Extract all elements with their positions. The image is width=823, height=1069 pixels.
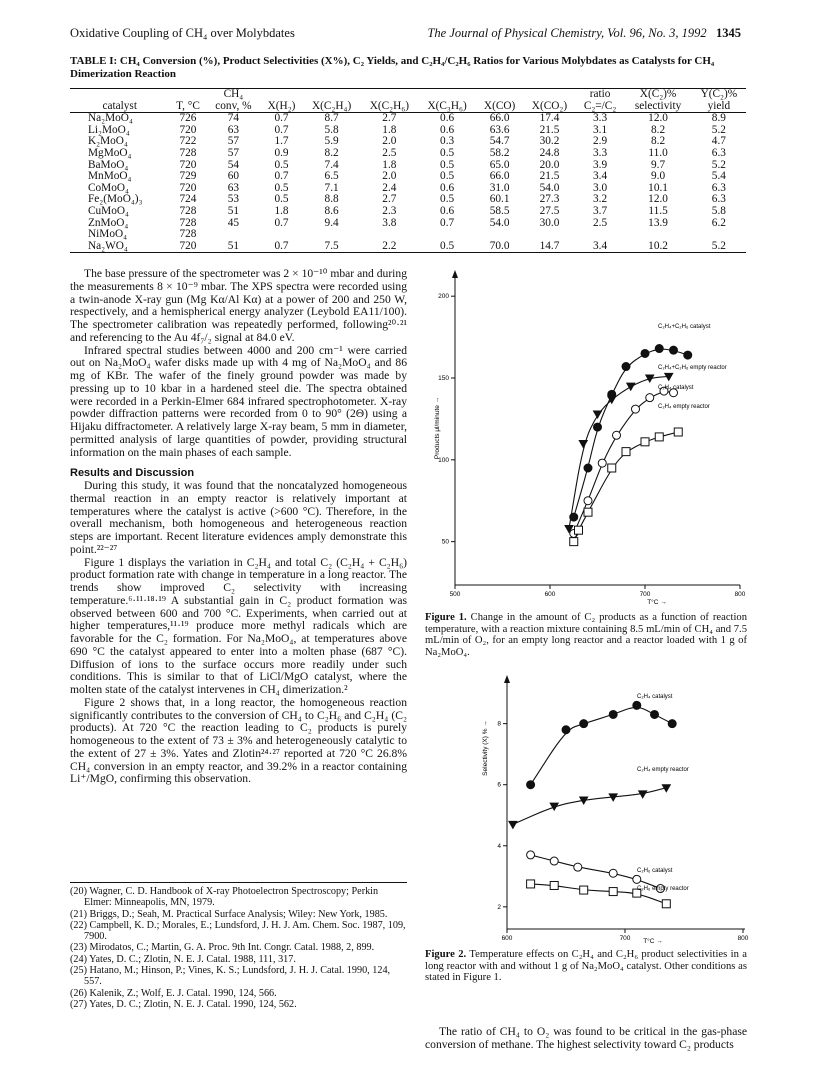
table-header-cell: conv, % — [207, 101, 261, 113]
table-cell: 63 — [227, 181, 240, 194]
data-point — [598, 459, 606, 467]
table-cell: 65.0 — [489, 158, 510, 171]
table-cell: 0.6 — [440, 181, 455, 194]
table-cell: 7.5 — [303, 241, 361, 253]
table-cell: 728 — [179, 228, 197, 241]
data-point — [655, 433, 663, 441]
table-cell: 57 — [227, 135, 240, 148]
y-tick-label: 4 — [497, 842, 501, 850]
table-cell: 2.4 — [382, 181, 397, 194]
table-cell — [523, 229, 576, 241]
table-cell: 0.7 — [274, 112, 289, 125]
table-cell: 0.9 — [274, 146, 289, 159]
y-tick-label: 100 — [438, 456, 449, 464]
table-cell: 60.1 — [489, 193, 510, 206]
data-point — [622, 363, 630, 371]
table-cell: 0.7 — [440, 216, 455, 229]
table-cell: 74 — [227, 112, 240, 125]
table-row — [70, 218, 746, 230]
table-cell: 11.5 — [648, 204, 668, 217]
table-cell: 51 — [227, 204, 240, 217]
table-cell: 2.5 — [593, 216, 608, 229]
table-cell: 0.5 — [440, 170, 455, 183]
journal-citation: The Journal of Physical Chemistry, Vol. 96, No. 3, 1992 — [427, 26, 707, 40]
table-header-top-cell — [523, 89, 576, 101]
y-axis-arrow-icon — [452, 270, 458, 278]
running-header-right — [427, 26, 741, 41]
table-header-top-cell: CH₄ — [207, 89, 261, 101]
data-point — [584, 508, 592, 516]
table-cell: 3.8 — [382, 216, 397, 229]
table-header-top-cell — [418, 89, 476, 101]
x-axis-label: T°C → — [643, 938, 663, 943]
table-cell: 0.5 — [274, 193, 289, 206]
page-number: 1345 — [716, 26, 741, 40]
series-label: C₂H₄ empty reactor — [658, 404, 710, 410]
table-cell: 3.1 — [593, 123, 608, 136]
x-tick-label: 800 — [737, 935, 749, 942]
x-tick-label: 800 — [734, 591, 746, 598]
table-row — [70, 183, 746, 195]
figure-1-caption-text: Change in the amount of C₂ products as a function of reaction temperature, with a reaction mixture containing 8.5 mL/min of CH₄ and 7.5 mL/min of O₂, for an empty long reactor and a reactor loaded with 1 g of Na₂MoO₄. — [425, 612, 747, 658]
table-cell: 70.0 — [476, 241, 523, 253]
y-axis-label: Selectivity (X) % → — [482, 720, 489, 776]
table-cell: 8.9 — [711, 112, 726, 125]
table-header-cell: X(CO) — [476, 101, 523, 113]
table-header-top-cell — [360, 89, 418, 101]
data-point — [584, 497, 592, 505]
reference-item: (27) Yates, D. C.; Zlotin, N. E. J. Catal. 1990, 124, 562. — [70, 998, 297, 1010]
figure-1-plot — [425, 268, 760, 608]
paragraph-xps: The base pressure of the spectrometer was 2 × 10⁻¹⁰ mbar and during the measurements 8 × 10⁻⁹ mbar. The XPS spectra were recorded using a twin-anode X-ray gun (Mg Kα/Al Kα) at a power of 200 and 250 W, respectively, and a hemispherical energy analyzer (Leybold EA11/100). The spectrometer calibration was repeatedly performed, following²⁰·²¹ and referencing to the Au 4f₇/₂ signal at 84.0 eV. — [70, 267, 407, 344]
x-axis-label: T°C → — [647, 599, 667, 606]
table-cell: 729 — [179, 170, 197, 183]
data-point — [527, 851, 535, 859]
table-row — [70, 194, 746, 206]
table-cell: 0.5 — [440, 158, 455, 171]
table-cell: 724 — [179, 193, 197, 206]
table-cell: 0.6 — [440, 123, 455, 136]
paragraph-results-2: Figure 1 displays the variation in C₂H₄ and total C₂ (C₂H₄ + C₂H₆) product formation rate with change in temperature in a long reactor. The trends show improved C₂ selectivity with increasing temperature.⁶·¹¹·¹⁸·¹⁹ A substantial gain in C₂ product formation was observed between 600 and 700 °C. Experiments, when carried out at higher temperatures,¹¹·¹⁹ produce more methyl radicals which are favorable for the C₂ formation. For Na₂MoO₄, at temperatures above 690 °C the catalyst appeared to enter into a molten phase (687 °C). Diffusion of ions to the surface occurs more readily under such conditions. This is similar to that of LiCl/MgO catalyst, where the molten state of the catalyst intervenes in CH₄ dimerization.² — [70, 555, 407, 696]
table-cell: 10.1 — [648, 181, 668, 194]
table-header-row — [70, 101, 746, 113]
table-cell: 0.7 — [274, 123, 289, 136]
data-point — [641, 438, 649, 446]
reference-item: (22) Campbell, K. D.; Morales, E.; Lundsford, J. H. J. Am. Chem. Soc. 1987, 109, 7900. — [70, 919, 406, 943]
table-cell: 5.8 — [711, 204, 726, 217]
series-curve — [531, 708, 673, 785]
x-tick-label: 700 — [619, 935, 631, 942]
table-cell: 30.0 — [539, 216, 560, 229]
y-tick-label: 8 — [497, 720, 501, 728]
table-cell: 6.3 — [711, 146, 726, 159]
table-cell: 5.2 — [692, 241, 746, 253]
table-header-top-cell — [169, 89, 206, 101]
table-cell — [418, 229, 476, 241]
table-cell: 7.4 — [324, 158, 339, 171]
table-cell: 0.5 — [440, 193, 455, 206]
table-row — [70, 160, 746, 172]
table-cell: 0.6 — [440, 204, 455, 217]
table-cell — [576, 229, 625, 241]
table-header-top-cell — [70, 89, 169, 101]
table-cell — [692, 229, 746, 241]
table-cell: 0.5 — [440, 146, 455, 159]
table-cell: 7.1 — [324, 181, 339, 194]
paragraph-results-3: Figure 2 shows that, in a long reactor, the homogeneous reaction significantly contributes to the conversion of CH₄ to C₂H₆ and C₂H₄ (C₂ products). At 720 °C the reaction leading to C₂ products is purely homogeneous to the extent of 73 ± 3% and heterogeneously catalytic to the extent of 27 ± 3%. Yates and Zlotin²⁴·²⁷ reported at 720 °C 26.8% CH₄ conversion in an empty reactor, and 39.2% in a reactor containing Li⁺/MgO, confirming this observation. — [70, 695, 407, 786]
table-cell: 57 — [227, 146, 240, 159]
data-point — [594, 411, 602, 418]
table-cell: 12.0 — [648, 193, 668, 206]
reference-item: (26) Kalenik, Z.; Wolf, E. J. Catal. 1990, 124, 566. — [70, 987, 277, 999]
table-cell — [303, 229, 361, 241]
table-cell: 0.6 — [440, 112, 455, 125]
table-cell: 5.2 — [711, 158, 726, 171]
table-header-row-top — [70, 89, 746, 101]
table-cell: 3.7 — [593, 204, 608, 217]
y-tick-label: 6 — [497, 781, 501, 789]
table-cell: 6.3 — [711, 193, 726, 206]
table-cell: 5.9 — [324, 135, 339, 148]
table-header-cell: X(H₂) — [260, 101, 302, 113]
table-cell: 8.2 — [651, 135, 666, 148]
table-cell: 3.4 — [576, 241, 625, 253]
table-cell — [360, 229, 418, 241]
table-cell: 728 — [179, 216, 197, 229]
running-header-left: Oxidative Coupling of CH₄ over Molybdates — [70, 26, 295, 40]
table-cell-catalyst: NiMoO₄ — [88, 228, 128, 241]
table-cell-catalyst: MgMoO₄ — [88, 146, 132, 159]
table-cell: 3.3 — [593, 112, 608, 125]
paragraph-results-1: During this study, it was found that the noncatalyzed homogeneous thermal reaction in an empty reactor is relatively important at temperatures where the catalyst is active (>600 °C). Therefore, in the overall mechanism, both homogeneous and heterogeneous reaction steps are important. Recent literature evidences amply demonstrate this point.²²⁻²⁷ — [70, 479, 407, 556]
table-header-top-cell — [260, 89, 302, 101]
table-cell: 10.2 — [624, 241, 691, 253]
table-cell: 17.4 — [539, 112, 560, 125]
data-point — [670, 346, 678, 354]
table-cell: 2.0 — [382, 135, 397, 148]
series-label: C₂H₆ empty reactor — [637, 886, 689, 892]
figure-2-plot — [425, 673, 760, 943]
table-cell-catalyst: BaMoO₄ — [88, 158, 129, 171]
table-cell: 5.4 — [711, 170, 726, 183]
table-cell: 54.7 — [489, 135, 510, 148]
table-cell — [260, 229, 302, 241]
figure-2-caption-label: Figure 2. — [425, 949, 467, 960]
data-point — [579, 440, 587, 447]
data-point — [646, 394, 654, 402]
table-header-top-cell — [476, 89, 523, 101]
table-cell: 21.5 — [539, 170, 560, 183]
table-cell: 6.5 — [324, 170, 339, 183]
table-cell: 9.4 — [324, 216, 339, 229]
table-cell: 6.3 — [711, 181, 726, 194]
table-cell: 8.2 — [651, 123, 666, 136]
data-point — [527, 880, 535, 888]
table-cell: 9.0 — [651, 170, 666, 183]
data-point — [641, 349, 649, 357]
data-point — [668, 720, 676, 728]
y-tick-label: 200 — [438, 293, 449, 301]
table-cell: 0.5 — [418, 241, 476, 253]
figure-2-caption-text: Temperature effects on C₂H₄ and C₂H₆ product selectivities in a long reactor with and without 1 g of Na₂MoO₄ catalyst. Other conditions as stated in Figure 1. — [425, 949, 747, 984]
table-cell: 2.9 — [593, 135, 608, 148]
table-header-cell: X(C₂H₆) — [360, 101, 418, 113]
data-point — [651, 710, 659, 718]
table-row — [70, 171, 746, 183]
table-cell: 58.2 — [489, 146, 510, 159]
data-point — [633, 875, 641, 883]
series-label: C₂H₄ empty reactor — [637, 767, 689, 773]
table-cell: 13.9 — [648, 216, 668, 229]
table-cell: 21.5 — [539, 123, 560, 136]
table-cell: 14.7 — [523, 241, 576, 253]
table-header-top-cell: ratio — [576, 89, 625, 101]
paragraph-ch4-o2-ratio: The ratio of CH₄ to O₂ was found to be critical in the gas-phase conversion of methane. The highest selectivity toward C₂ products — [425, 1025, 747, 1051]
series-label: C₂H₆ catalyst — [637, 868, 673, 874]
data-point — [594, 423, 602, 431]
table-cell: 12.0 — [648, 112, 668, 125]
table-cell-catalyst: Fe₂(MoO₄)₃ — [88, 193, 143, 206]
table-cell — [624, 229, 691, 241]
table-cell-catalyst: CoMoO₄ — [88, 181, 129, 194]
table-cell: 0.3 — [440, 135, 455, 148]
x-tick-label: 600 — [501, 935, 513, 942]
references — [70, 882, 407, 1010]
table-cell: 24.8 — [539, 146, 560, 159]
table-cell: 728 — [179, 204, 197, 217]
reference-item: (20) Wagner, C. D. Handbook of X-ray Photoelectron Spectroscopy; Perkin Elmer: Minneapolis, MN, 1979. — [70, 886, 379, 909]
table-cell: 27.3 — [539, 193, 560, 206]
data-point — [550, 881, 558, 889]
table-1 — [70, 88, 746, 253]
y-axis-label: Products μl/minute → — [434, 396, 441, 460]
data-point — [570, 538, 578, 546]
data-point — [684, 351, 692, 359]
table-row — [70, 136, 746, 148]
table-cell: 31.0 — [489, 181, 510, 194]
data-point — [550, 857, 558, 865]
table-header-top-cell: Y(C₂)% — [692, 89, 746, 101]
table-cell: 720 — [179, 181, 197, 194]
x-tick-label: 500 — [449, 591, 461, 598]
table-caption: TABLE I: CH₄ Conversion (%), Product Selectivities (X%), C₂ Yields, and C₂H₄/C₂H₆ Ratios for Various Molybdates as Catalysts for CH₄ Dimerization Reaction — [70, 55, 715, 80]
data-point — [580, 886, 588, 894]
table-cell-catalyst: CuMoO₄ — [88, 204, 129, 217]
table-header-cell: X(C₃H₆) — [418, 101, 476, 113]
table-cell: 722 — [179, 135, 197, 148]
table-cell: 5.8 — [324, 123, 339, 136]
table-cell — [207, 229, 261, 241]
table-cell: 0.5 — [274, 158, 289, 171]
left-column — [70, 268, 407, 786]
table-cell: 8.2 — [324, 146, 339, 159]
data-point — [580, 720, 588, 728]
table-cell — [476, 229, 523, 241]
table-cell-catalyst: Li₂MoO₄ — [88, 123, 130, 136]
table-cell-catalyst: Na₂WO₄ — [70, 241, 169, 253]
table-cell: 728 — [179, 146, 197, 159]
table-cell: 8.6 — [324, 204, 339, 217]
table-cell: 45 — [227, 216, 240, 229]
table-cell: 54 — [227, 158, 240, 171]
table-cell: 20.0 — [539, 158, 560, 171]
table-cell: 53 — [227, 193, 240, 206]
table-cell: 54.0 — [489, 216, 510, 229]
table-cell: 54.0 — [539, 181, 560, 194]
table-cell: 2.5 — [382, 146, 397, 159]
table-cell: 2.3 — [382, 204, 397, 217]
reference-item: (21) Briggs, D.; Seah, M. Practical Surface Analysis; Wiley: New York, 1985. — [70, 908, 388, 920]
series-label: C₂H₄+C₂H₆ empty reactor — [658, 365, 727, 371]
figure-2-caption — [425, 949, 747, 984]
data-point — [632, 405, 640, 413]
table-cell: 2.7 — [382, 193, 397, 206]
table-cell: 6.2 — [711, 216, 726, 229]
table-cell: 30.2 — [539, 135, 560, 148]
reference-item: (25) Hatano, M.; Hinson, P.; Vines, K. S.; Lundsford, J. H. J. Catal. 1990, 124, 557. — [70, 965, 391, 988]
table-cell-catalyst: K₂MoO₄ — [88, 135, 128, 148]
x-tick-label: 700 — [639, 591, 651, 598]
data-point — [575, 526, 583, 534]
table-cell: 1.8 — [274, 204, 289, 217]
table-cell: 51 — [207, 241, 261, 253]
section-heading: Results and Discussion — [70, 467, 195, 480]
table-row — [70, 206, 746, 218]
series-label: C₂H₄ catalyst — [658, 385, 694, 391]
table-header-cell: catalyst — [70, 101, 169, 113]
series-label: C₂H₄ catalyst — [637, 694, 673, 700]
table-row — [70, 241, 746, 253]
data-point — [613, 431, 621, 439]
data-point — [509, 821, 517, 828]
table-header-top-cell — [303, 89, 361, 101]
table-header-top-cell: X(C₂)% — [624, 89, 691, 101]
table-row — [70, 113, 746, 125]
table-row — [70, 148, 746, 160]
y-axis-arrow-icon — [504, 675, 510, 683]
table-cell: 3.0 — [593, 181, 608, 194]
table-cell: 0.7 — [274, 170, 289, 183]
table-cell-catalyst: Na₂MoO₄ — [88, 112, 133, 125]
y-tick-label: 150 — [438, 375, 449, 382]
table-cell: 5.2 — [711, 123, 726, 136]
table-cell: 0.5 — [274, 181, 289, 194]
data-point — [674, 428, 682, 436]
table-body — [70, 113, 746, 253]
data-point — [562, 726, 570, 734]
table-cell-catalyst: MnMoO₄ — [88, 170, 132, 183]
table-cell: 0.7 — [260, 241, 302, 253]
table-cell: 3.2 — [593, 193, 608, 206]
table-cell: 720 — [169, 241, 206, 253]
reference-item: (24) Yates, D. C.; Zlotin, N. E. J. Catal. 1988, 111, 317. — [70, 953, 296, 965]
table-header-cell: X(CO₂) — [523, 101, 576, 113]
data-point — [609, 710, 617, 718]
table-cell: 720 — [179, 123, 197, 136]
reference-item: (23) Mirodatos, C.; Martin, G. A. Proc. 9th Int. Congr. Catal. 1988, 2, 899. — [70, 942, 375, 954]
table-cell: 1.8 — [382, 158, 397, 171]
data-point — [655, 345, 663, 353]
table-header-cell: X(C₂H₄) — [303, 101, 361, 113]
data-point — [608, 464, 616, 472]
table-cell: 8.7 — [324, 112, 339, 125]
data-point — [527, 781, 535, 789]
figure-1-caption-label: Figure 1. — [425, 612, 467, 623]
table-cell: 66.0 — [489, 170, 510, 183]
table-cell-catalyst: ZnMoO₄ — [88, 216, 129, 229]
table-cell: 4.7 — [711, 135, 726, 148]
table-cell: 9.7 — [651, 158, 666, 171]
table-header-cell: C₂=/C₂ — [576, 101, 625, 113]
table-cell: 60 — [227, 170, 240, 183]
table-cell: 1.8 — [382, 123, 397, 136]
table-cell: 720 — [179, 158, 197, 171]
series-label: C₂H₄+C₂H₆ catalyst — [658, 324, 711, 330]
table-cell: 63 — [227, 123, 240, 136]
table-cell: 58.5 — [489, 204, 510, 217]
table-cell: 3.4 — [593, 170, 608, 183]
x-tick-label: 600 — [544, 591, 556, 598]
table-cell: 0.7 — [274, 216, 289, 229]
table-cell: 3.3 — [593, 146, 608, 159]
data-point — [633, 701, 641, 709]
data-point — [574, 863, 582, 871]
table-cell: 27.5 — [539, 204, 560, 217]
table-cell: 2.0 — [382, 170, 397, 183]
data-point — [622, 448, 630, 456]
table-cell: 1.7 — [274, 135, 289, 148]
table-cell: 66.0 — [489, 112, 510, 125]
table-header-cell: T, °C — [169, 101, 206, 113]
table-cell: 11.0 — [648, 146, 668, 159]
table-header-cell: selectivity — [624, 101, 691, 113]
table-cell: 726 — [179, 112, 197, 125]
table-row — [70, 125, 746, 137]
table-cell: 63.6 — [489, 123, 510, 136]
data-point — [584, 464, 592, 472]
table-cell: 2.2 — [360, 241, 418, 253]
data-point — [609, 869, 617, 877]
table-header-cell: yield — [692, 101, 746, 113]
data-point — [609, 888, 617, 896]
table-row — [70, 229, 746, 241]
data-point — [662, 900, 670, 908]
y-tick-label: 50 — [441, 538, 449, 546]
paragraph-ir: Infrared spectral studies between 4000 and 200 cm⁻¹ were carried out on Na₂MoO₄ wafer disks made up with 4 mg of Na₂MoO₄ and 86 mg of KBr. The wafer of the finely ground powder was made by pressing up to 10 kbar in a hardened steel die. The spectra obtained were recorded in a Perkin-Elmer 684 infrared spectrophotometer. X-ray powder diffraction patterns were recorded from 0 to 90° (2Θ) using a Hijaku diffractometer. A relatively large X-ray beam, 5 mm in diameter, permitted analysis of large quantities of powder, providing structural information on the main phases of each sample. — [70, 343, 407, 459]
y-tick-label: 2 — [497, 903, 501, 911]
figure-1-caption — [425, 612, 747, 658]
table-cell: 8.8 — [324, 193, 339, 206]
data-point — [627, 383, 635, 390]
table-cell: 2.7 — [382, 112, 397, 125]
table-cell: 3.9 — [593, 158, 608, 171]
